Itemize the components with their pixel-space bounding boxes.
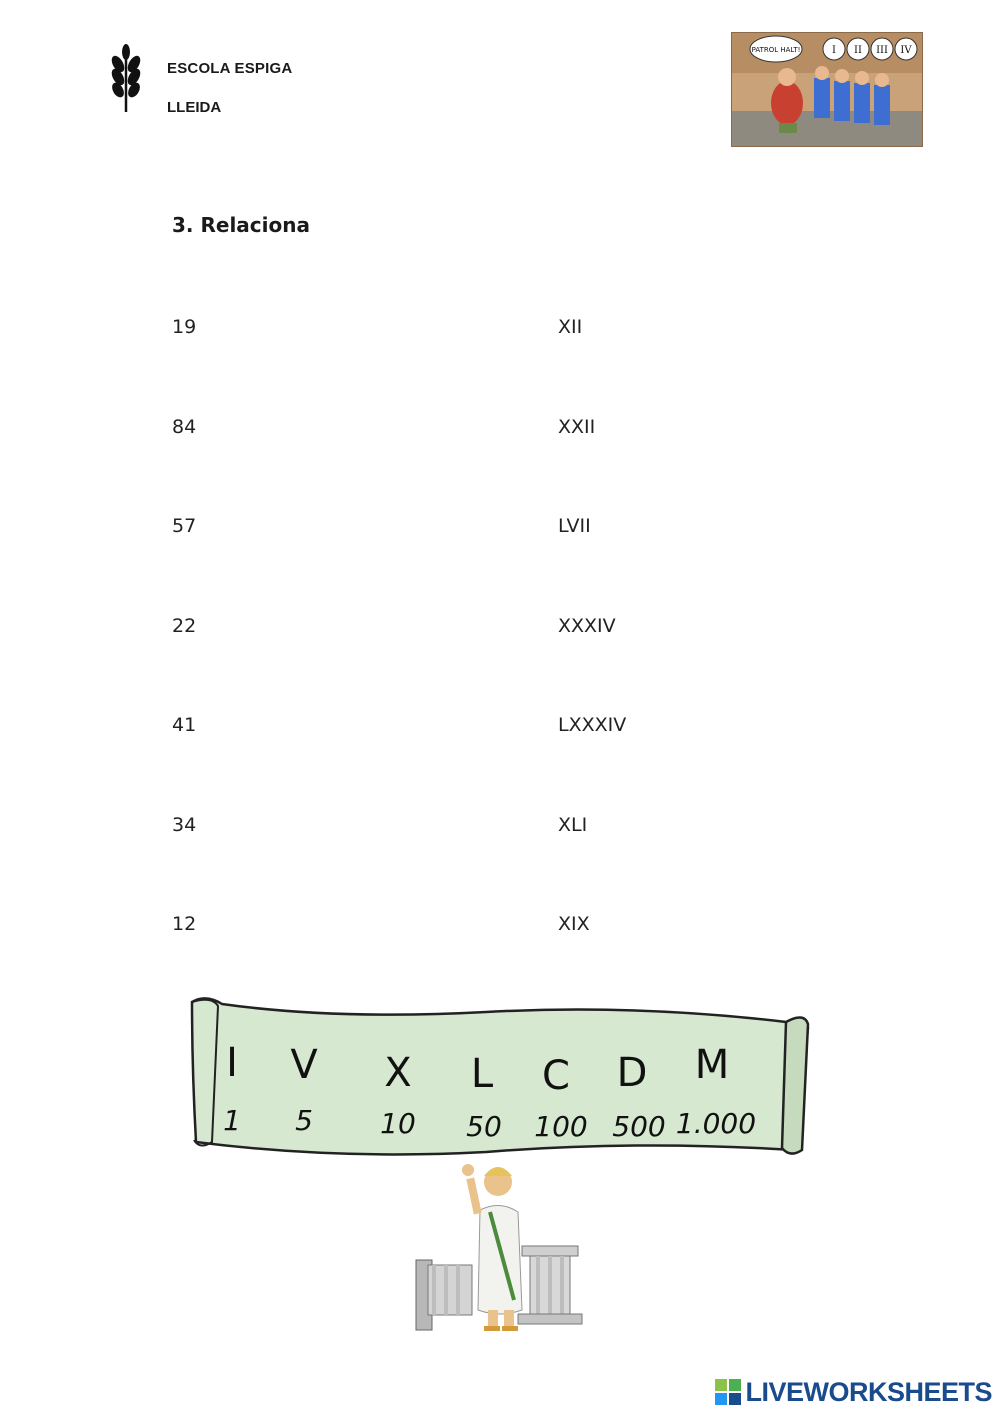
number-item[interactable]: 22 bbox=[172, 615, 197, 637]
roman-item[interactable]: LVII bbox=[558, 515, 591, 537]
wheat-logo-icon bbox=[108, 44, 144, 114]
roman-symbol: X bbox=[384, 1050, 412, 1096]
arabic-value: 1.000 bbox=[675, 1107, 757, 1140]
roman-symbol: I bbox=[226, 1040, 238, 1086]
roman-item[interactable]: XXXIV bbox=[558, 615, 616, 637]
roman-item[interactable]: XLI bbox=[558, 814, 588, 836]
arabic-value: 10 bbox=[380, 1107, 416, 1140]
roman-symbol: C bbox=[542, 1053, 570, 1099]
roman-symbol: L bbox=[470, 1051, 494, 1097]
arabic-value: 500 bbox=[612, 1110, 666, 1143]
arabic-value: 1 bbox=[223, 1104, 241, 1137]
arabic-value: 50 bbox=[466, 1110, 502, 1143]
roman-symbol: M bbox=[694, 1042, 730, 1088]
exercise-title: 3. Relaciona bbox=[172, 213, 310, 237]
arabic-value: 5 bbox=[295, 1104, 313, 1137]
roman-figure-illustration bbox=[410, 1150, 585, 1335]
number-item[interactable]: 84 bbox=[172, 416, 197, 438]
number-item[interactable]: 34 bbox=[172, 814, 197, 836]
roman-item[interactable]: XIX bbox=[558, 913, 590, 935]
school-name: ESCOLA ESPIGA bbox=[167, 60, 293, 77]
svg-text:III: III bbox=[876, 45, 888, 56]
roman-numerals-scroll bbox=[186, 990, 816, 1165]
brand-text: LIVEWORKSHEETS bbox=[745, 1376, 992, 1407]
roman-symbol: V bbox=[290, 1042, 318, 1088]
number-item[interactable]: 41 bbox=[172, 714, 197, 736]
speech-balloon bbox=[750, 36, 802, 62]
number-item[interactable]: 57 bbox=[172, 515, 197, 537]
roman-item[interactable]: XXII bbox=[558, 416, 596, 438]
number-item[interactable]: 19 bbox=[172, 316, 197, 338]
number-item[interactable]: 12 bbox=[172, 913, 197, 935]
svg-text:II: II bbox=[854, 45, 862, 56]
svg-text:IV: IV bbox=[900, 45, 912, 56]
comic-illustration bbox=[731, 32, 923, 147]
roman-item[interactable]: XII bbox=[558, 316, 583, 338]
svg-text:PATROL HALT!: PATROL HALT! bbox=[751, 46, 801, 54]
liveworksheets-logo-icon bbox=[715, 1379, 741, 1405]
liveworksheets-brand bbox=[715, 1375, 992, 1409]
school-city: LLEIDA bbox=[167, 99, 222, 116]
roman-symbol: D bbox=[616, 1050, 648, 1096]
roman-item[interactable]: LXXXIV bbox=[558, 714, 627, 736]
svg-text:I: I bbox=[832, 45, 836, 56]
arabic-value: 100 bbox=[534, 1110, 588, 1143]
